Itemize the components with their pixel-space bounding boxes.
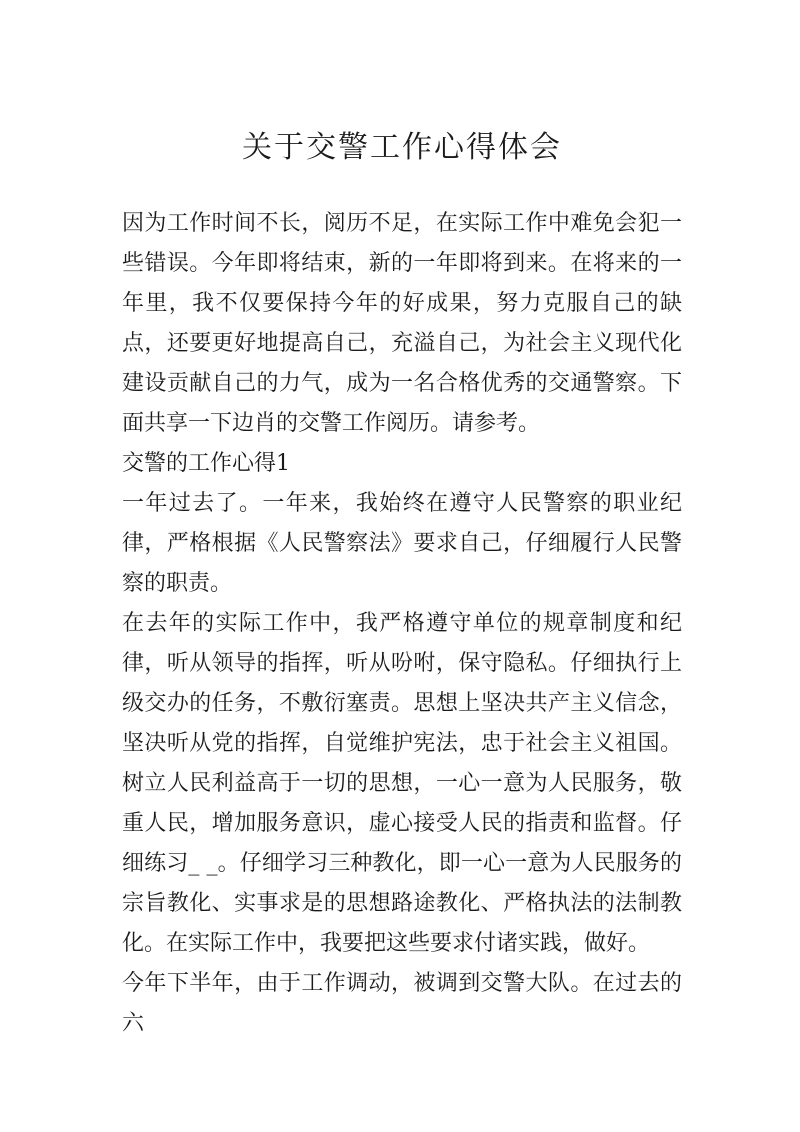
document-title: 关于交警工作心得体会 [242,130,562,165]
intro-paragraph: 因为工作时间不长，阅历不足，在实际工作中难免会犯一些错误。今年即将结束，新的一年即将到来。在将来的一年里，我不仅要保持今年的好成果，努力克服自己的缺点，还要更好地提高自己，充溢自己，为社会主义现代化建设贡献自己的力气，成为一名合格优秀的交通警察。下面共享一下边肖的交警工作阅历。请参考。 [122,211,682,436]
body-paragraph: 今年下半年，由于工作调动，被调到交警大队。在过去的六 [122,971,682,1036]
section-heading: 交警的工作心得1 [122,451,290,476]
body-paragraph: 在去年的实际工作中，我严格遵守单位的规章制度和纪律，听从领导的指挥，听从吩咐，保守隐私。仔细执行上级交办的任务，不敷衍塞责。思想上坚决共产主义信念，坚决听从党的指挥，自觉维护宪法，忠于社会主义祖国。树立人民利益高于一切的思想，一心一意为人民服务，敬重人民，增加服务意识，虚心接受人民的指责和监督。仔细练习_ _。仔细学习三种教化，即一心一意为人民服务的宗旨教化、实事求是的思想路途教化、严格执法的法制教化。在实际工作中，我要把这些要求付诸实践，做好。 [122,611,682,956]
document-page [122,128,682,1044]
body-paragraph: 一年过去了。一年来，我始终在遵守人民警察的职业纪律，严格根据《人民警察法》要求自己，仔细履行人民警察的职责。 [122,491,682,596]
